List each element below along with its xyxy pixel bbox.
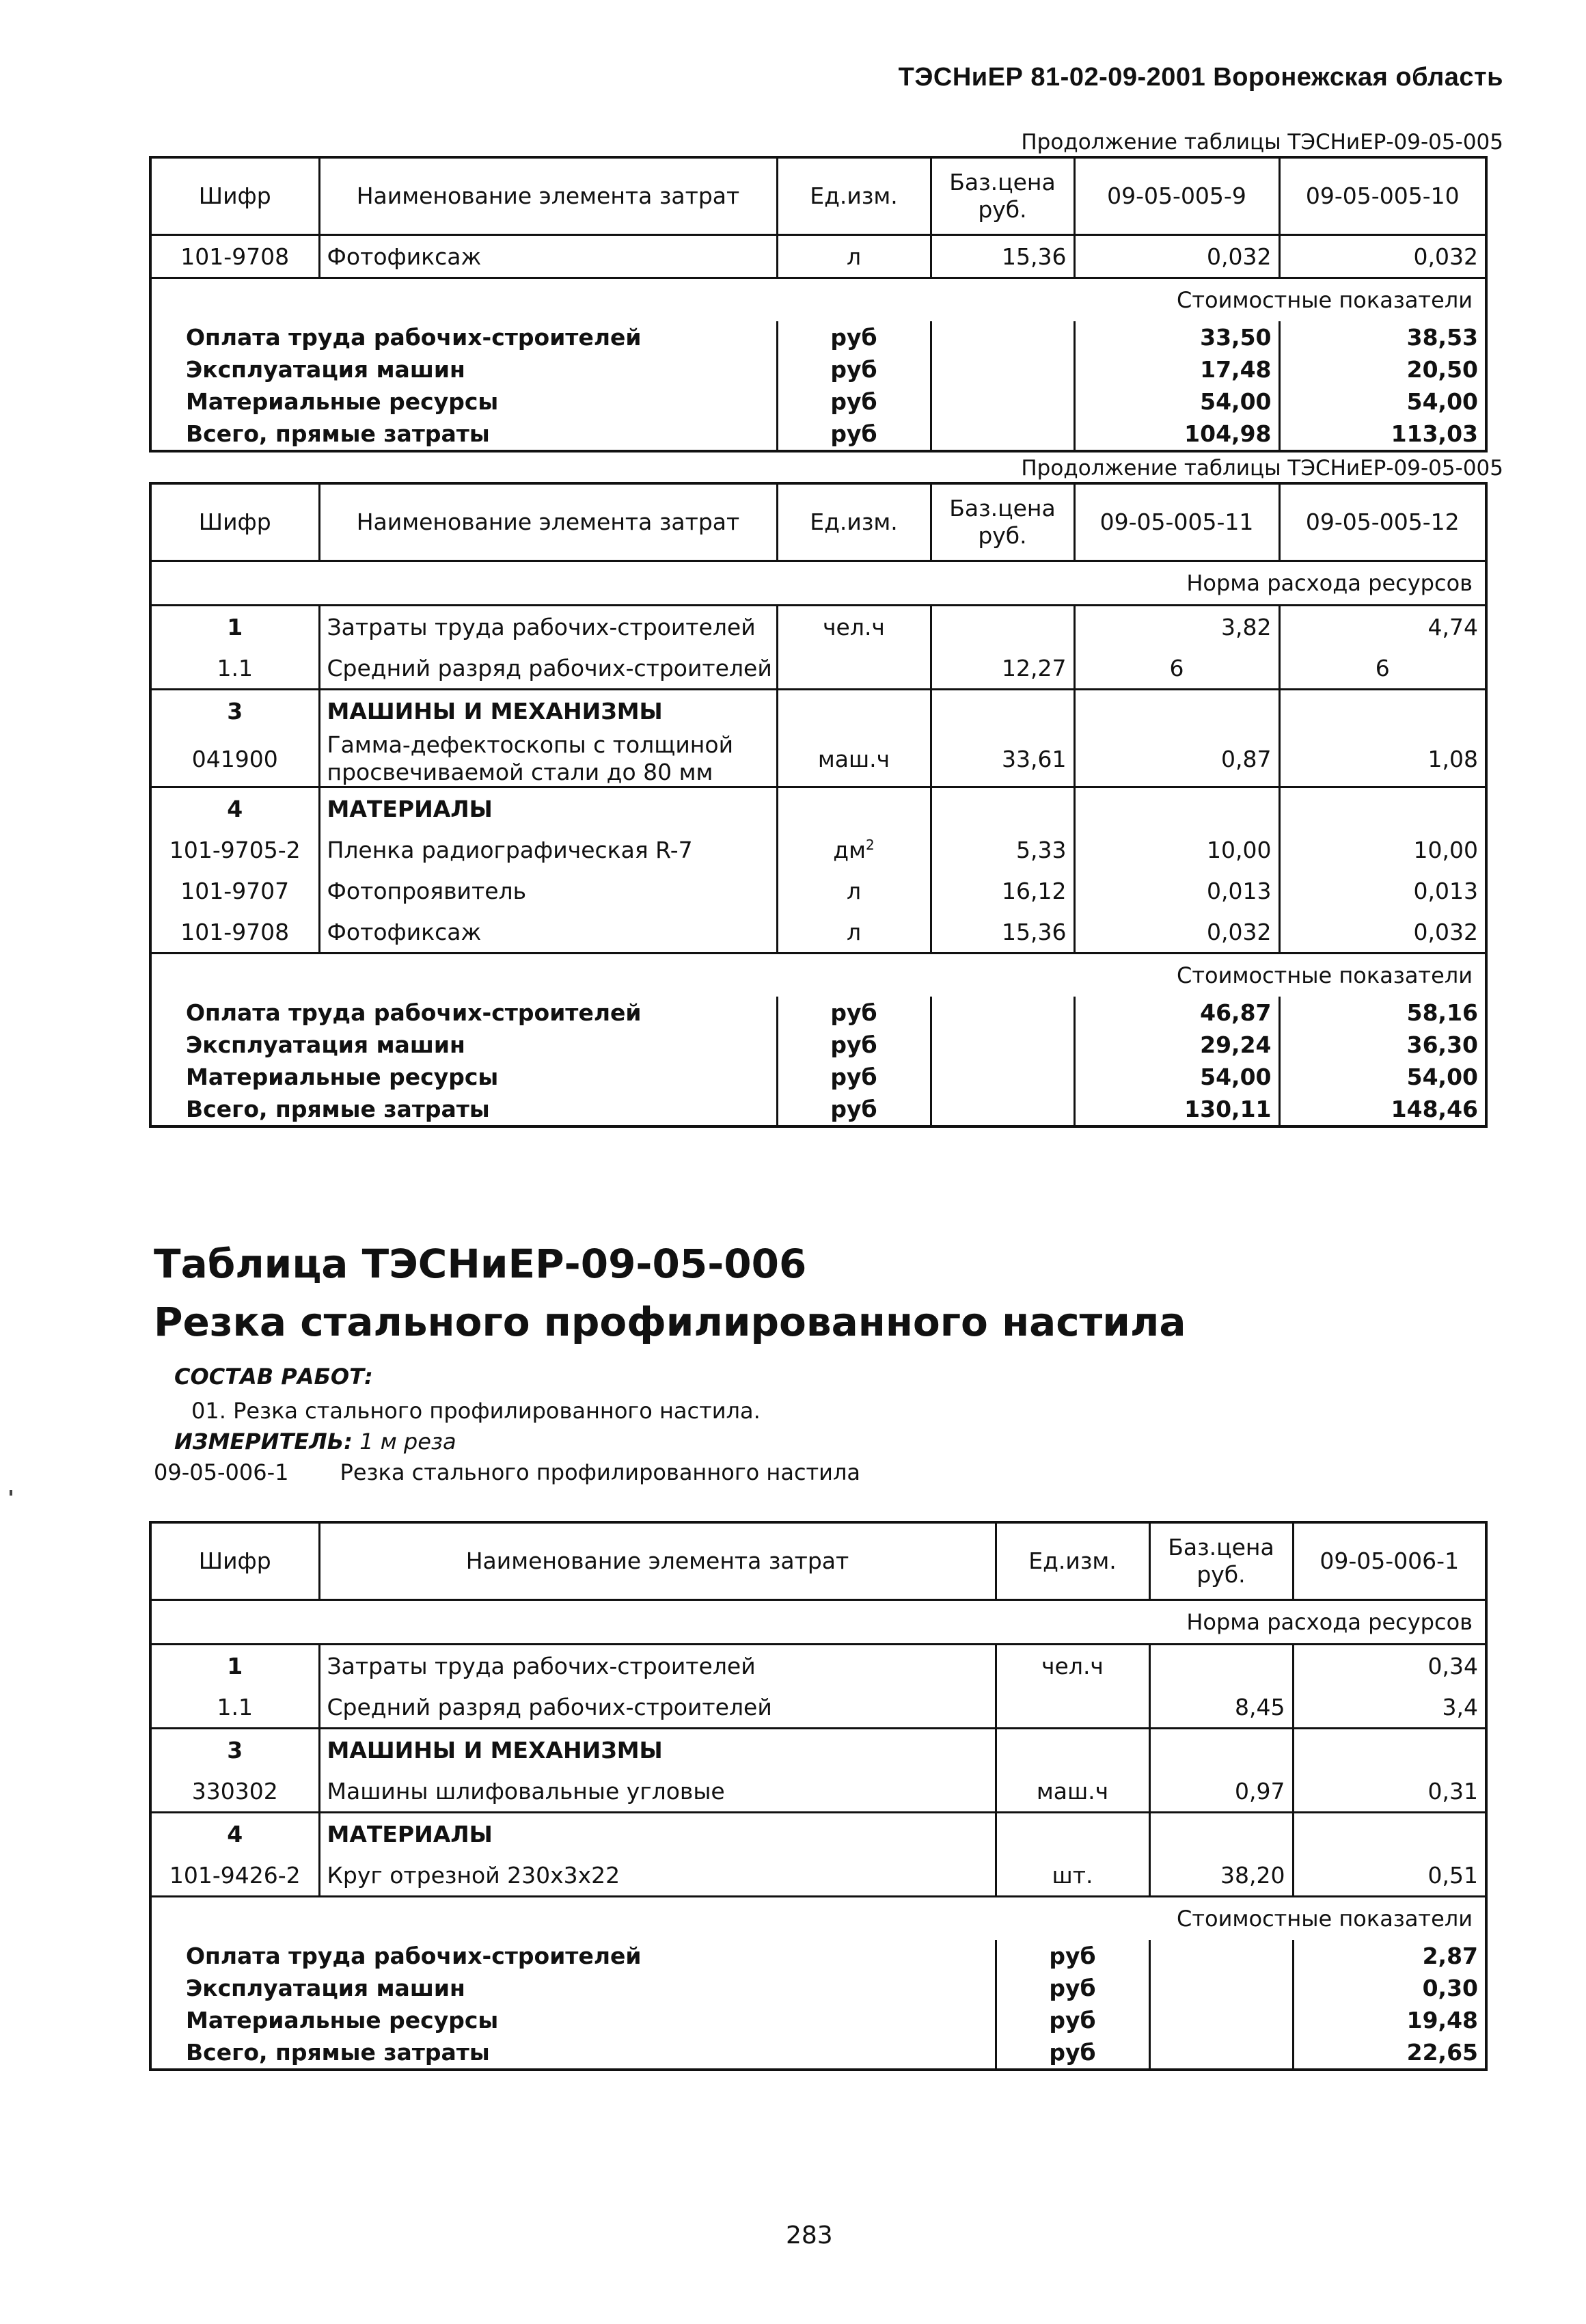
cost-row: Всего, прямые затраты руб 22,65 (150, 2036, 1486, 2070)
table-continuation-caption: Продолжение таблицы ТЭСНиЕР-09-05-005 (1021, 456, 1503, 481)
col-header-price: Баз.цена руб. (1149, 1522, 1293, 1600)
table-row: 1.1 Средний разряд рабочих-строителей 8,45 3,4 (150, 1686, 1486, 1729)
col-header-price: Баз.цена руб. (931, 157, 1074, 235)
table-row: 101-9707 Фотопроявитель л 16,12 0,013 0,013 (150, 870, 1486, 911)
scan-mark (10, 1490, 12, 1496)
cost-row: Оплата труда рабочих-строителей руб 2,87 (150, 1940, 1486, 1972)
cost-row: Эксплуатация машин руб 17,48 20,50 (150, 353, 1486, 386)
table-row: 330302 Машины шлифовальные угловые маш.ч 0,97 0,31 (150, 1770, 1486, 1813)
norm-header: Норма расхода ресурсов (1186, 570, 1473, 596)
norm-code: 09-05-006-1 (154, 1459, 289, 1485)
resource-table-1 (149, 156, 1488, 452)
table-row: 4 МАТЕРИАЛЫ (150, 1813, 1486, 1855)
col-header-code: Шифр (150, 157, 319, 235)
col-header-code: Шифр (150, 1522, 319, 1600)
col-header-v2: 09-05-005-12 (1279, 483, 1486, 561)
cost-header: Стоимостные показатели (150, 954, 1486, 997)
table-row: 101-9708 Фотофиксаж л 15,36 0,032 0,032 (150, 911, 1486, 954)
col-header-name: Наименование элемента затрат (319, 483, 777, 561)
cost-header: Стоимостные показатели (150, 278, 1486, 322)
page-header: ТЭСНиЕР 81-02-09-2001 Воронежская область (898, 63, 1503, 92)
cost-row: Всего, прямые затраты руб 130,11 148,46 (150, 1093, 1486, 1126)
resource-table-2 (149, 482, 1488, 1128)
cost-row: Оплата труда рабочих-строителей руб 33,50 38,53 (150, 321, 1486, 353)
col-header-v1: 09-05-006-1 (1293, 1522, 1486, 1600)
measure-value: 1 м реза (359, 1429, 456, 1455)
table-row: 101-9426-2 Круг отрезной 230x3x22 шт. 38,20 0,51 (150, 1854, 1486, 1897)
resource-table-3 (149, 1521, 1488, 2071)
col-header-v2: 09-05-005-10 (1279, 157, 1486, 235)
page-number: 283 (786, 2221, 833, 2249)
col-header-name: Наименование элемента затрат (319, 157, 777, 235)
cost-row: Оплата труда рабочих-строителей руб 46,87 58,16 (150, 997, 1486, 1029)
col-header-name: Наименование элемента затрат (319, 1522, 996, 1600)
composition-label: СОСТАВ РАБОТ: (174, 1364, 373, 1390)
table-row: 041900 Гамма-дефектоскопы с толщиной просвечиваемой стали до 80 мм маш.ч 33,61 0,87 1,08 (150, 731, 1486, 787)
measure-label: ИЗМЕРИТЕЛЬ: (174, 1429, 353, 1455)
cost-header: Стоимостные показатели (150, 1897, 1486, 1941)
cost-row: Эксплуатация машин руб 0,30 (150, 1972, 1486, 2004)
table-row: 4 МАТЕРИАЛЫ (150, 787, 1486, 830)
col-header-unit: Ед.изм. (996, 1522, 1149, 1600)
cost-row: Эксплуатация машин руб 29,24 36,30 (150, 1029, 1486, 1061)
cost-row: Материальные ресурсы руб 19,48 (150, 2004, 1486, 2036)
composition-item: 01. Резка стального профилированного настила. (191, 1398, 761, 1424)
table-continuation-caption: Продолжение таблицы ТЭСНиЕР-09-05-005 (1021, 130, 1503, 154)
section-title: Таблица ТЭСНиЕР-09-05-006 (154, 1241, 807, 1287)
cost-row: Материальные ресурсы руб 54,00 54,00 (150, 1061, 1486, 1093)
col-header-unit: Ед.изм. (777, 483, 931, 561)
col-header-price: Баз.цена руб. (931, 483, 1074, 561)
table-row: 101-9705-2 Пленка радиографическая R-7 $дм^2$ 5,33 10,00 10,00 (150, 829, 1486, 870)
table-row: 3 МАШИНЫ И МЕХАНИЗМЫ (150, 690, 1486, 732)
norm-header: Норма расхода ресурсов (1186, 1609, 1473, 1635)
table-row: 1.1 Средний разряд рабочих-строителей 12,27 6 6 (150, 647, 1486, 690)
col-header-v1: 09-05-005-11 (1074, 483, 1279, 561)
cost-row: Материальные ресурсы руб 54,00 54,00 (150, 386, 1486, 418)
table-row: 1 Затраты труда рабочих-строителей чел.ч 0,34 (150, 1645, 1486, 1687)
cost-row: Всего, прямые затраты руб 104,98 113,03 (150, 418, 1486, 451)
col-header-unit: Ед.изм. (777, 157, 931, 235)
table-row: 101-9708 Фотофиксаж л 15,36 0,032 0,032 (150, 235, 1486, 278)
norm-code-name: Резка стального профилированного настила (340, 1459, 861, 1485)
table-row: 1 Затраты труда рабочих-строителей чел.ч 3,82 4,74 (150, 606, 1486, 648)
table-row: 3 МАШИНЫ И МЕХАНИЗМЫ (150, 1729, 1486, 1771)
section-subtitle: Резка стального профилированного настила (154, 1299, 1186, 1345)
measure-line (174, 1429, 456, 1455)
code-line (154, 1459, 860, 1485)
col-header-code: Шифр (150, 483, 319, 561)
col-header-v1: 09-05-005-9 (1074, 157, 1279, 235)
